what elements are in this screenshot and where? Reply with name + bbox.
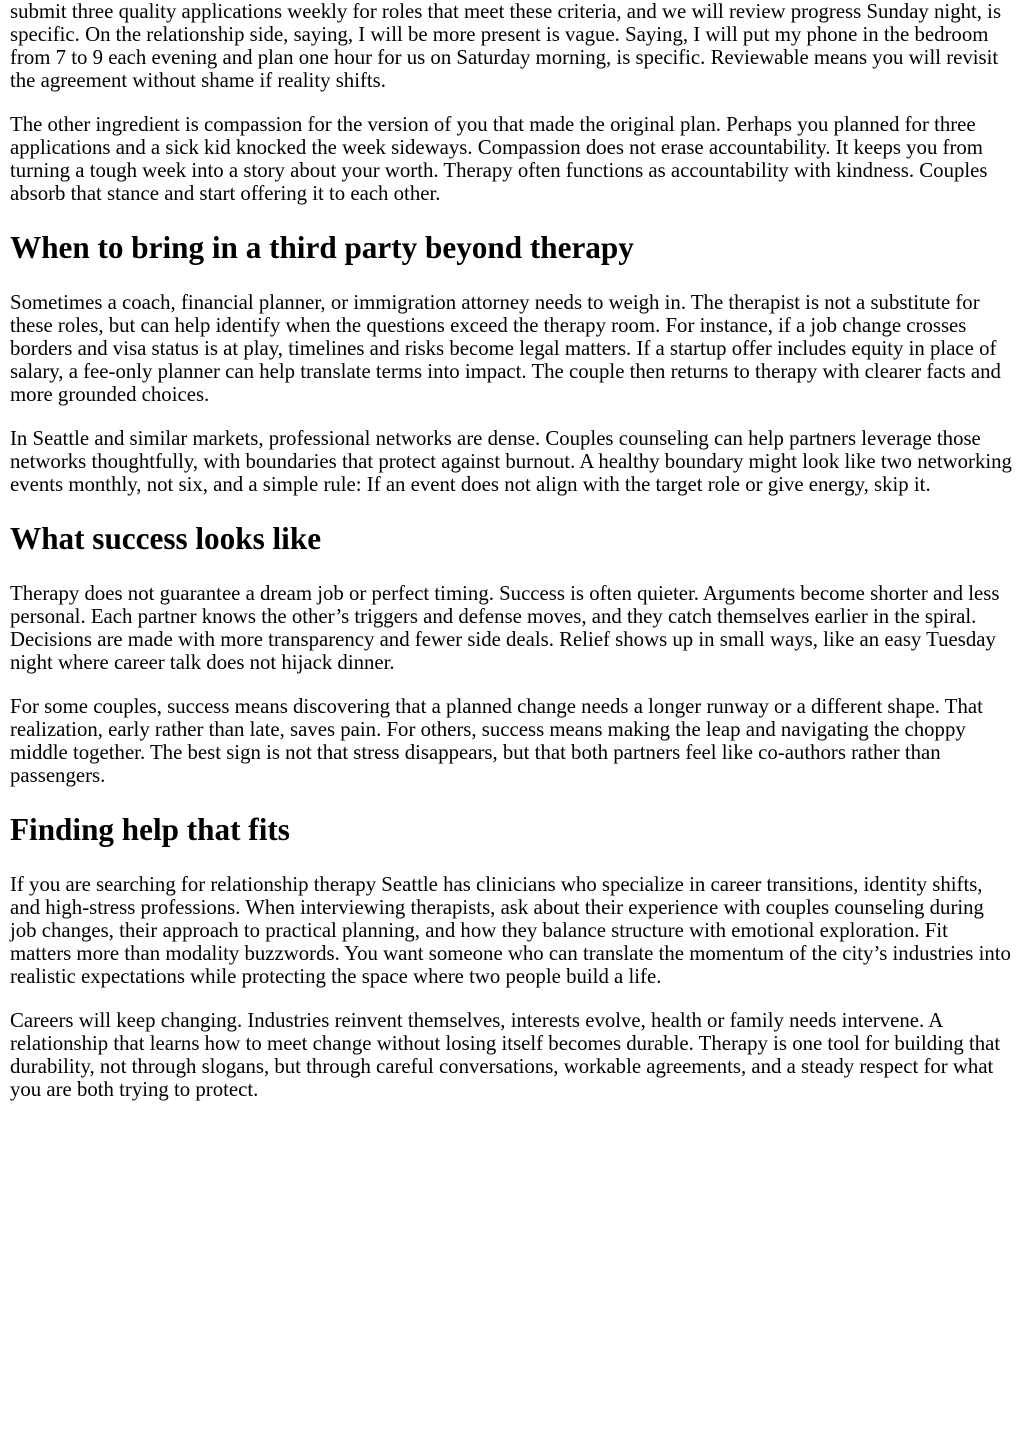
section-heading-finding-help: Finding help that fits [10,811,290,847]
section-heading-success: What success looks like [10,520,322,556]
article-paragraph: The other ingredient is compassion for the version of you that made the original plan. Perhaps you planned for three applications and a sick kid knocked the week sideways. Compassion does not erase accountability. It keeps you from turning a tough week into a story about your worth. Therapy often functions as accountability with kindness. Couples absorb that stance and start offering it to each other. [10,112,988,205]
article-paragraph: Careers will keep changing. Industries reinvent themselves, interests evolve, health or family needs intervene. A relationship that learns how to meet change without losing itself becomes durable. Therapy is one tool for building that durability, not through slogans, but through careful conversations, workable agreements, and a steady respect for what you are both trying to protect. [10,1009,1001,1102]
article-paragraph: For some couples, success means discovering that a planned change needs a longer runway or a different shape. That realization, early rather than late, saves pain. For others, success means making the leap and navigating the choppy middle together. The best sign is not that stress disappears, but that both partners feel like co-authors rather than passengers. [10,694,983,787]
article-paragraph: Therapy does not guarantee a dream job or perfect timing. Success is often quieter. Arguments become shorter and less personal. Each partner knows the other’s triggers and defense moves, and they catch themselves earlier in the spiral. Decisions are made with more transparency and fewer side deals. Relief shows up in small ways, like an easy Tuesday night where career talk does not hijack dinner. [10,582,1000,675]
article-paragraph: In Seattle and similar markets, professional networks are dense. Couples counseling can help partners leverage those networks thoughtfully, with boundaries that protect against burnout. A healthy boundary might look like two networking events monthly, not six, and a simple rule: If an event does not align with the target role or give energy, skip it. [10,426,1012,496]
article-paragraph: Sometimes a coach, financial planner, or immigration attorney needs to weigh in. The therapist is not a substitute for these roles, but can help identify when the questions exceed the therapy room. For instance, if a job change crosses borders and visa status is at play, timelines and risks become legal matters. If a startup offer includes equity in place of salary, a fee-only planner can help translate terms into impact. The couple then returns to therapy with clearer facts and more grounded choices. [10,291,1001,407]
section-heading-third-party: When to bring in a third party beyond therapy [10,229,634,265]
article-body [10,0,1014,1101]
article-paragraph: If you are searching for relationship therapy Seattle has clinicians who specialize in career transitions, identity shifts, and high-stress professions. When interviewing therapists, ask about their experience with couples counseling during job changes, their approach to practical planning, and how they balance structure with emotional exploration. Fit matters more than modality buzzwords. You want someone who can translate the momentum of the city’s industries into realistic expectations while protecting the space where two people build a life. [10,873,1011,989]
article-paragraph: submit three quality applications weekly for roles that meet these criteria, and we will review progress Sunday night, is specific. On the relationship side, saying, I will be more present is vague. Saying, I will put my phone in the bedroom from 7 to 9 each evening and plan one hour for us on Saturday morning, is specific. Reviewable means you will revisit the agreement without shame if reality shifts. [10,0,1002,92]
